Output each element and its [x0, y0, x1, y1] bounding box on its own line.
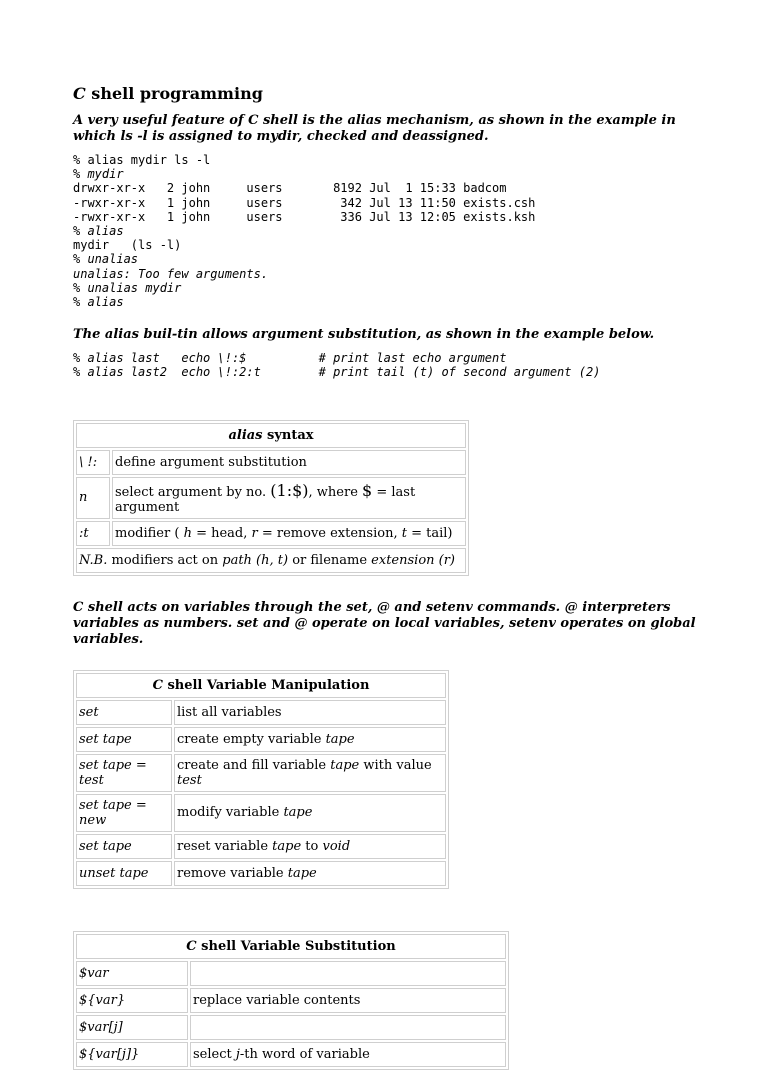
- cell-text: modifier (: [115, 525, 184, 541]
- command-cell: unset tape: [76, 861, 172, 886]
- syntax-footnote: [76, 548, 466, 573]
- header-rest: syntax: [262, 427, 314, 443]
- cell-text: create empty variable: [177, 731, 326, 747]
- code-line: % unalias mydir: [73, 280, 182, 295]
- cell-text: , where: [308, 484, 363, 500]
- table-row: [76, 1042, 506, 1067]
- header-italic: C: [152, 677, 163, 693]
- syntax-description: [112, 521, 466, 546]
- table-row: [76, 961, 506, 986]
- cell-text: tape: [287, 865, 317, 881]
- cell-text: $: [362, 480, 373, 500]
- table-header-row: [76, 673, 446, 698]
- cell-text: = remove extension,: [257, 525, 402, 541]
- alias-code-block: [73, 153, 703, 309]
- cell-text: test: [177, 772, 202, 788]
- command-cell: ${var[j]}: [76, 1042, 188, 1067]
- command-cell: set tape = test: [76, 754, 172, 792]
- syntax-key: \ !:: [76, 450, 110, 475]
- title-italic: C: [73, 84, 86, 103]
- table-row: [76, 754, 446, 792]
- code-line: mydir (ls -l): [73, 238, 182, 253]
- description-cell: [174, 700, 446, 725]
- alias-syntax-table: [73, 420, 469, 576]
- code-line: % alias: [73, 224, 124, 239]
- description-cell: [190, 988, 506, 1013]
- description-cell: [190, 1015, 506, 1040]
- code-line: % mydir: [73, 167, 124, 182]
- code-line: -rwxr-xr-x 1 john users 342 Jul 13 11:50 exists.csh: [73, 195, 536, 210]
- cell-text: modifiers act on: [107, 552, 223, 568]
- table-row: [76, 521, 466, 546]
- code-line: % alias mydir ls -l: [73, 153, 211, 167]
- cell-text: replace variable contents: [193, 992, 361, 1008]
- command-cell: ${var}: [76, 988, 188, 1013]
- code-line: % unalias: [73, 252, 139, 267]
- cell-text: tape: [272, 838, 302, 854]
- table-row: [76, 988, 506, 1013]
- table-row: [76, 1015, 506, 1040]
- code-line: % alias last echo \!:$ # print last echo argument: [73, 351, 507, 366]
- command-cell: set: [76, 700, 172, 725]
- table-row: [76, 477, 466, 519]
- syntax-key: n: [76, 477, 110, 519]
- cell-text: t: [401, 525, 407, 541]
- cell-text: remove variable: [177, 865, 288, 881]
- header-italic: alias: [228, 427, 263, 443]
- table-row: [76, 700, 446, 725]
- cell-text: void: [322, 838, 351, 854]
- cell-text: path (h, t): [222, 552, 289, 568]
- description-cell: [174, 727, 446, 752]
- builtin-paragraph: The alias buil-tin allows argument substitution, as shown in the example below.: [73, 327, 655, 343]
- substitution-header: [76, 934, 506, 959]
- cell-text: reset variable: [177, 838, 273, 854]
- cell-text: create and fill variable: [177, 757, 331, 773]
- table-row: [76, 450, 466, 475]
- cell-text: or filename: [288, 552, 372, 568]
- header-rest: shell Variable Substitution: [196, 938, 396, 954]
- code-line: -rwxr-xr-x 1 john users 336 Jul 13 12:05 exists.ksh: [73, 209, 536, 224]
- syntax-description: [112, 477, 466, 519]
- description-cell: [174, 834, 446, 859]
- cell-text: list all variables: [177, 704, 282, 720]
- page-title: [73, 84, 703, 103]
- header-italic: C: [186, 938, 197, 954]
- cell-text: (1:$): [270, 480, 309, 500]
- cell-text: -th word of variable: [239, 1046, 370, 1062]
- command-cell: set tape: [76, 834, 172, 859]
- cell-text: = tail): [406, 525, 453, 541]
- cell-text: with value: [359, 757, 432, 773]
- cell-text: j: [235, 1046, 240, 1062]
- command-cell: $var: [76, 961, 188, 986]
- command-cell: set tape = new: [76, 794, 172, 832]
- cell-text: tape: [283, 805, 313, 821]
- table-header-row: [76, 423, 466, 448]
- cell-text: tape: [325, 731, 355, 747]
- description-cell: [174, 754, 446, 792]
- description-cell: [174, 794, 446, 832]
- cell-text: = last argument: [115, 484, 416, 515]
- cell-text: N.B.: [79, 552, 108, 568]
- table-row: [76, 727, 446, 752]
- cell-text: to: [301, 838, 323, 854]
- cell-text: tape: [330, 757, 360, 773]
- table-row: [76, 548, 466, 573]
- description-cell: [190, 1042, 506, 1067]
- table-row: [76, 794, 446, 832]
- code-line: % alias last2 echo \!:2:t # print tail (t) of second argument (2): [73, 365, 601, 380]
- command-cell: $var[j]: [76, 1015, 188, 1040]
- code-line: unalias: Too few arguments.: [73, 266, 269, 281]
- syntax-key: :t: [76, 521, 110, 546]
- header-rest: shell Variable Manipulation: [162, 677, 370, 693]
- description-cell: [174, 861, 446, 886]
- command-cell: set tape: [76, 727, 172, 752]
- description-cell: [190, 961, 506, 986]
- table-row: [76, 834, 446, 859]
- syntax-description: [112, 450, 466, 475]
- intro-paragraph: A very useful feature of C shell is the alias mechanism, as shown in the example in which ls -l is assigned to mydir, checked and deassigned.: [73, 113, 676, 144]
- title-rest: shell programming: [85, 84, 263, 103]
- cell-text: select: [193, 1046, 236, 1062]
- table-row: [76, 861, 446, 886]
- variable-substitution-table: [73, 931, 509, 1070]
- cell-text: h: [183, 525, 192, 541]
- cell-text: r: [251, 525, 258, 541]
- document-page: [73, 84, 703, 1070]
- manipulation-header: [76, 673, 446, 698]
- table-header-row: [76, 934, 506, 959]
- code-line: % alias: [73, 295, 124, 310]
- alias-syntax-header: [76, 423, 466, 448]
- code-line: drwxr-xr-x 2 john users 8192 Jul 1 15:33 badcom: [73, 181, 507, 196]
- cell-text: extension (r): [371, 552, 456, 568]
- cell-text: define argument substitution: [115, 454, 307, 470]
- variables-paragraph: C shell acts on variables through the set, @ and setenv commands. @ interpreters variables as numbers. set and @ operate on local variables, setenv operates on global variables.: [73, 599, 696, 647]
- cell-text: select argument by no.: [115, 484, 271, 500]
- cell-text: = head,: [191, 525, 252, 541]
- cell-text: modify variable: [177, 805, 284, 821]
- variable-manipulation-table: [73, 670, 449, 889]
- alias-substitution-code-block: [73, 351, 703, 379]
